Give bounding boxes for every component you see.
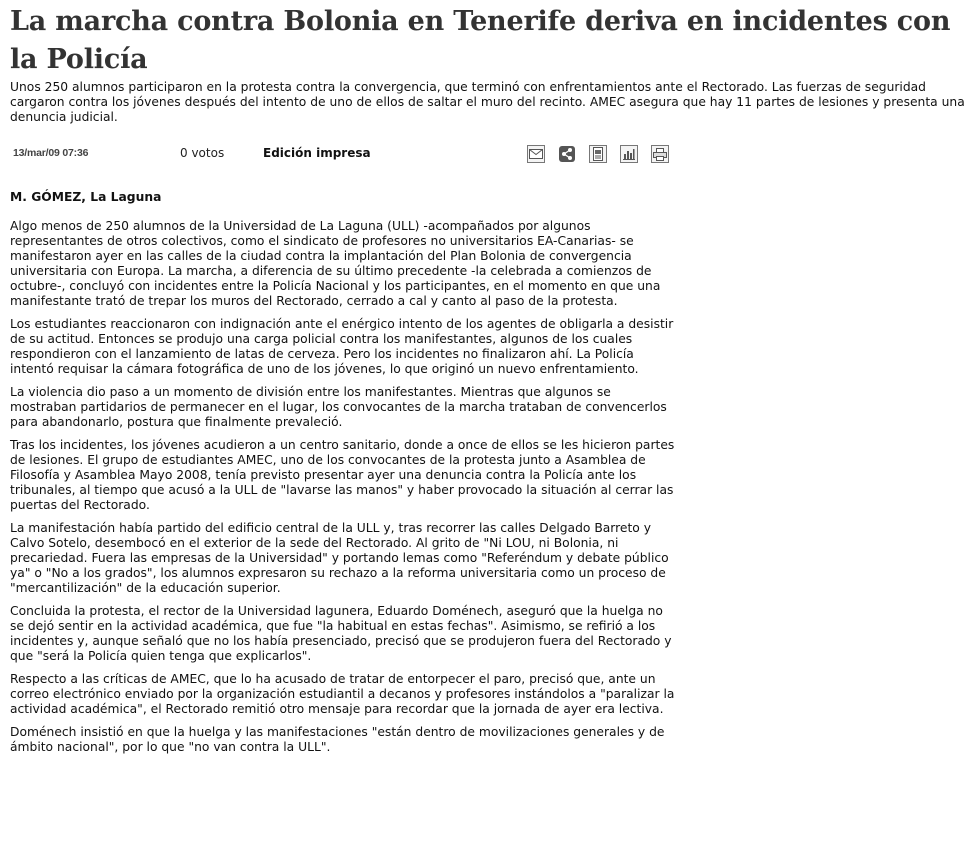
article-paragraph: La violencia dio paso a un momento de división entre los manifestantes. Mientras que algunos se mostraban partidarios de permanecer en el lugar, los convocantes de la marcha trataban de convencerlos para abandonarlo, postura que finalmente prevaleció.: [10, 385, 667, 429]
article-meta-bar: [10, 144, 680, 166]
print-edition-icon[interactable]: [589, 145, 607, 163]
article-headline: La marcha contra Bolonia en Tenerife deriva en incidentes con la Policía: [10, 6, 951, 75]
article-paragraph: Algo menos de 250 alumnos de la Universidad de La Laguna (ULL) -acompañados por algunos representantes de otros colectivos, como el sindicato de profesores no universitarios EA-Canarias- se manifestaron ayer en las calles de la ciudad contra la implantación del Plan Bolonia de convergencia universitaria con Europa. La marcha, a diferencia de su último precedente -la celebrada a comienzos de octubre-, concluyó con incidentes entre la Policía Nacional y los participantes, en el momento en que una manifestante trató de trepar los muros del Rectorado, cerrado a cal y canto al paso de la protesta.: [10, 219, 661, 308]
printer-icon[interactable]: [651, 145, 669, 163]
article-paragraph: Los estudiantes reaccionaron con indignación ante el enérgico intento de los agentes de obligarla a desistir de su actitud. Entonces se produjo una carga policial contra los manifestantes, algunos de los cuales respondieron con el lanzamiento de latas de cerveza. Pero los incidentes no finalizaron ahí. La Policía intentó requisar la cámara fotográfica de uno de los jóvenes, lo que originó un nuevo enfrentamiento.: [10, 317, 674, 376]
share-icon[interactable]: [558, 145, 576, 163]
article-paragraph: La manifestación había partido del edificio central de la ULL y, tras recorrer las calles Delgado Barreto y Calvo Sotelo, desembocó en el exterior de la sede del Rectorado. Al grito de "Ni LOU, ni Bolonia, ni precariedad. Fuera las empresas de la Universidad" y portando lemas como "Referéndum y debate público ya" o "No a los grados", los alumnos expresaron su rechazo a la reforma universitaria como un proceso de "mercantilización" de la educación superior.: [10, 521, 669, 595]
envelope-icon[interactable]: [527, 145, 545, 163]
vote-count: 0 votos: [180, 146, 225, 160]
article-byline: M. GÓMEZ, La Laguna: [10, 190, 162, 204]
bar-chart-icon[interactable]: [620, 145, 638, 163]
article-paragraph: Respecto a las críticas de AMEC, que lo ha acusado de tratar de entorpecer el paro, precisó que, ante un correo electrónico enviado por la organización estudiantil a decanos y profesores instándolos a "paralizar la actividad académica", el Rectorado remitió otro mensaje para recordar que la jornada de ayer era lectiva.: [10, 672, 675, 716]
article-body: [10, 219, 675, 763]
article-paragraph: Tras los incidentes, los jóvenes acudieron a un centro sanitario, donde a once de ellos se les hicieron partes de lesiones. El grupo de estudiantes AMEC, uno de los convocantes de la protesta junto a Asamblea de Filosofía y Asamblea Mayo 2008, tenía previsto presentar ayer una denuncia contra la Policía ante los tribunales, al tiempo que acusó a la ULL de "lavarse las manos" y haber provocado la situación al cerrar las puertas del Rectorado.: [10, 438, 675, 512]
publish-date: 13/mar/09 07:36: [13, 147, 89, 159]
article-subhead: Unos 250 alumnos participaron en la protesta contra la convergencia, que terminó con enfrentamientos ante el Rectorado. Las fuerzas de seguridad cargaron contra los jóvenes después del intento de uno de ellos de saltar el muro del recinto. AMEC asegura que hay 11 partes de lesiones y presenta una denuncia judicial.: [10, 80, 965, 124]
article-paragraph: Doménech insistió en que la huelga y las manifestaciones "están dentro de movilizaciones generales y de ámbito nacional", por lo que "no van contra la ULL".: [10, 725, 665, 754]
print-edition-link[interactable]: Edición impresa: [263, 146, 371, 160]
article-paragraph: Concluida la protesta, el rector de la Universidad lagunera, Eduardo Doménech, aseguró que la huelga no se dejó sentir en la actividad académica, que fue "la habitual en estas fechas". Asimismo, se refirió a los incidentes y, aunque señaló que no los había presenciado, precisó que se produjeron fuera del Rectorado y que "será la Policía quien tenga que explicarlos".: [10, 604, 672, 663]
